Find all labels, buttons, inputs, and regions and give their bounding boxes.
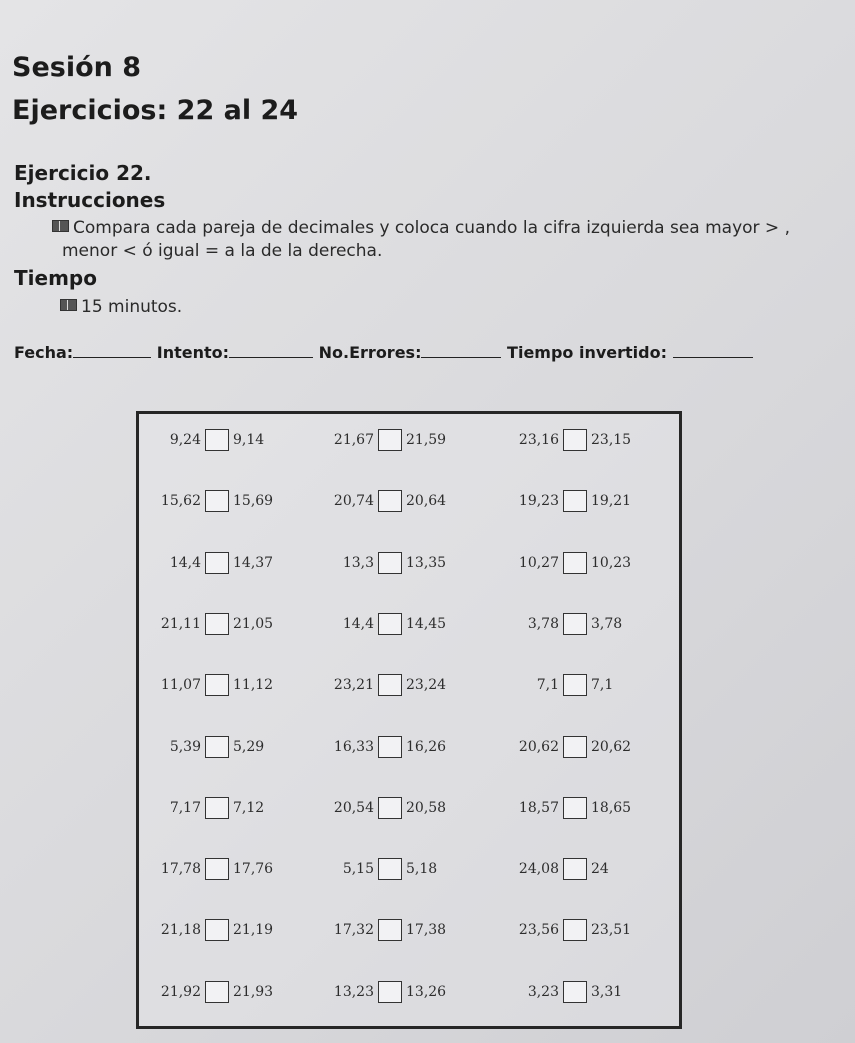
answer-box[interactable] — [378, 613, 402, 635]
right-number: 14,37 — [233, 555, 274, 571]
left-number: 21,67 — [333, 432, 374, 448]
answer-box[interactable] — [378, 736, 402, 758]
left-number: 9,24 — [169, 432, 201, 448]
errors-label: No.Errores: — [318, 343, 422, 362]
comparison-item — [497, 796, 667, 820]
right-number: 21,59 — [406, 432, 447, 448]
right-number: 17,38 — [406, 922, 447, 938]
answer-box[interactable] — [563, 613, 587, 635]
left-number: 3,78 — [527, 616, 559, 632]
exercises-range-title: Ejercicios: 22 al 24 — [12, 95, 299, 126]
date-label: Fecha: — [14, 343, 74, 362]
right-number: 10,23 — [591, 555, 632, 571]
answer-box[interactable] — [205, 736, 229, 758]
answer-box[interactable] — [378, 981, 402, 1003]
left-number: 23,16 — [518, 432, 559, 448]
instructions-text: Compara cada pareja de decimales y coloca cuando la cifra izquierda sea mayor > , menor < ó igual = a la de la derecha. — [62, 218, 790, 261]
exercise-title: Ejercicio 22. — [14, 161, 152, 185]
session-title: Sesión 8 — [12, 52, 142, 83]
left-number: 18,57 — [518, 800, 559, 816]
comparison-item — [312, 980, 482, 1004]
left-number: 21,92 — [160, 984, 201, 1000]
comparison-item — [139, 489, 309, 513]
comparison-item — [139, 980, 309, 1004]
time-heading: Tiempo — [14, 266, 97, 290]
comparison-item — [497, 980, 667, 1004]
comparison-item — [139, 673, 309, 697]
right-number: 13,26 — [406, 984, 447, 1000]
answer-box[interactable] — [563, 490, 587, 512]
left-number: 10,27 — [518, 555, 559, 571]
left-number: 3,23 — [527, 984, 559, 1000]
comparison-item — [312, 612, 482, 636]
left-number: 7,17 — [169, 800, 201, 816]
answer-box[interactable] — [378, 858, 402, 880]
answer-box[interactable] — [205, 674, 229, 696]
answer-box[interactable] — [205, 429, 229, 451]
answer-box[interactable] — [205, 919, 229, 941]
answer-box[interactable] — [563, 552, 587, 574]
left-number: 19,23 — [518, 493, 559, 509]
right-number: 21,93 — [233, 984, 274, 1000]
comparison-item — [312, 735, 482, 759]
answer-box[interactable] — [378, 919, 402, 941]
left-number: 7,1 — [536, 677, 559, 693]
comparison-item — [497, 673, 667, 697]
answer-box[interactable] — [563, 981, 587, 1003]
book-icon — [52, 220, 69, 232]
comparison-item — [312, 918, 482, 942]
attempt-field[interactable] — [229, 343, 313, 358]
comparison-item — [497, 735, 667, 759]
left-number: 20,74 — [333, 493, 374, 509]
comparison-item — [497, 489, 667, 513]
answer-box[interactable] — [563, 429, 587, 451]
left-number: 15,62 — [160, 493, 201, 509]
left-number: 20,54 — [333, 800, 374, 816]
answer-box[interactable] — [205, 797, 229, 819]
right-number: 24 — [591, 861, 609, 877]
book-icon — [60, 299, 77, 311]
answer-box[interactable] — [378, 552, 402, 574]
right-number: 16,26 — [406, 739, 447, 755]
answer-box[interactable] — [205, 858, 229, 880]
answer-box[interactable] — [205, 981, 229, 1003]
left-number: 13,3 — [342, 555, 374, 571]
right-number: 7,12 — [233, 800, 265, 816]
answer-box[interactable] — [378, 429, 402, 451]
left-number: 23,56 — [518, 922, 559, 938]
comparison-item — [139, 551, 309, 575]
right-number: 3,31 — [591, 984, 623, 1000]
comparison-grid — [136, 411, 682, 1029]
comparison-item — [497, 428, 667, 452]
comparison-item — [139, 918, 309, 942]
left-number: 17,78 — [160, 861, 201, 877]
comparison-item — [312, 489, 482, 513]
answer-box[interactable] — [378, 797, 402, 819]
time-text-block — [60, 296, 182, 319]
comparison-item — [312, 551, 482, 575]
time-spent-label: Tiempo invertido: — [507, 343, 668, 362]
left-number: 11,07 — [160, 677, 201, 693]
comparison-item — [312, 428, 482, 452]
right-number: 3,78 — [591, 616, 623, 632]
comparison-item — [497, 612, 667, 636]
right-number: 20,62 — [591, 739, 632, 755]
answer-box[interactable] — [563, 858, 587, 880]
answer-box[interactable] — [378, 490, 402, 512]
right-number: 23,51 — [591, 922, 632, 938]
meta-row — [14, 343, 753, 362]
right-number: 13,35 — [406, 555, 447, 571]
answer-box[interactable] — [205, 490, 229, 512]
left-number: 21,18 — [160, 922, 201, 938]
right-number: 21,05 — [233, 616, 274, 632]
instructions-text-block — [52, 217, 822, 263]
comparison-item — [497, 857, 667, 881]
left-number: 14,4 — [342, 616, 374, 632]
left-number: 20,62 — [518, 739, 559, 755]
left-number: 13,23 — [333, 984, 374, 1000]
time-spent-field[interactable] — [673, 343, 753, 358]
right-number: 21,19 — [233, 922, 274, 938]
comparison-item — [497, 551, 667, 575]
answer-box[interactable] — [563, 919, 587, 941]
right-number: 20,58 — [406, 800, 447, 816]
attempt-label: Intento: — [156, 343, 230, 362]
comparison-item — [312, 857, 482, 881]
answer-box[interactable] — [378, 674, 402, 696]
answer-box[interactable] — [205, 613, 229, 635]
right-number: 23,24 — [406, 677, 447, 693]
right-number: 9,14 — [233, 432, 265, 448]
right-number: 23,15 — [591, 432, 632, 448]
answer-box[interactable] — [205, 552, 229, 574]
right-number: 5,29 — [233, 739, 265, 755]
left-number: 21,11 — [160, 616, 201, 632]
right-number: 11,12 — [233, 677, 274, 693]
right-number: 18,65 — [591, 800, 632, 816]
right-number: 19,21 — [591, 493, 632, 509]
answer-box[interactable] — [563, 736, 587, 758]
errors-field[interactable] — [421, 343, 501, 358]
left-number: 17,32 — [333, 922, 374, 938]
comparison-item — [139, 612, 309, 636]
right-number: 14,45 — [406, 616, 447, 632]
right-number: 5,18 — [406, 861, 438, 877]
right-number: 20,64 — [406, 493, 447, 509]
comparison-item — [139, 857, 309, 881]
left-number: 5,15 — [342, 861, 374, 877]
left-number: 23,21 — [333, 677, 374, 693]
left-number: 16,33 — [333, 739, 374, 755]
left-number: 24,08 — [518, 861, 559, 877]
time-text: 15 minutos. — [81, 297, 183, 317]
comparison-item — [139, 428, 309, 452]
answer-box[interactable] — [563, 674, 587, 696]
left-number: 14,4 — [169, 555, 201, 571]
right-number: 17,76 — [233, 861, 274, 877]
right-number: 15,69 — [233, 493, 274, 509]
comparison-item — [312, 796, 482, 820]
date-field[interactable] — [73, 343, 151, 358]
comparison-item — [312, 673, 482, 697]
left-number: 5,39 — [169, 739, 201, 755]
answer-box[interactable] — [563, 797, 587, 819]
comparison-item — [139, 796, 309, 820]
comparison-item — [139, 735, 309, 759]
comparison-item — [497, 918, 667, 942]
instructions-heading: Instrucciones — [14, 188, 166, 212]
right-number: 7,1 — [591, 677, 614, 693]
